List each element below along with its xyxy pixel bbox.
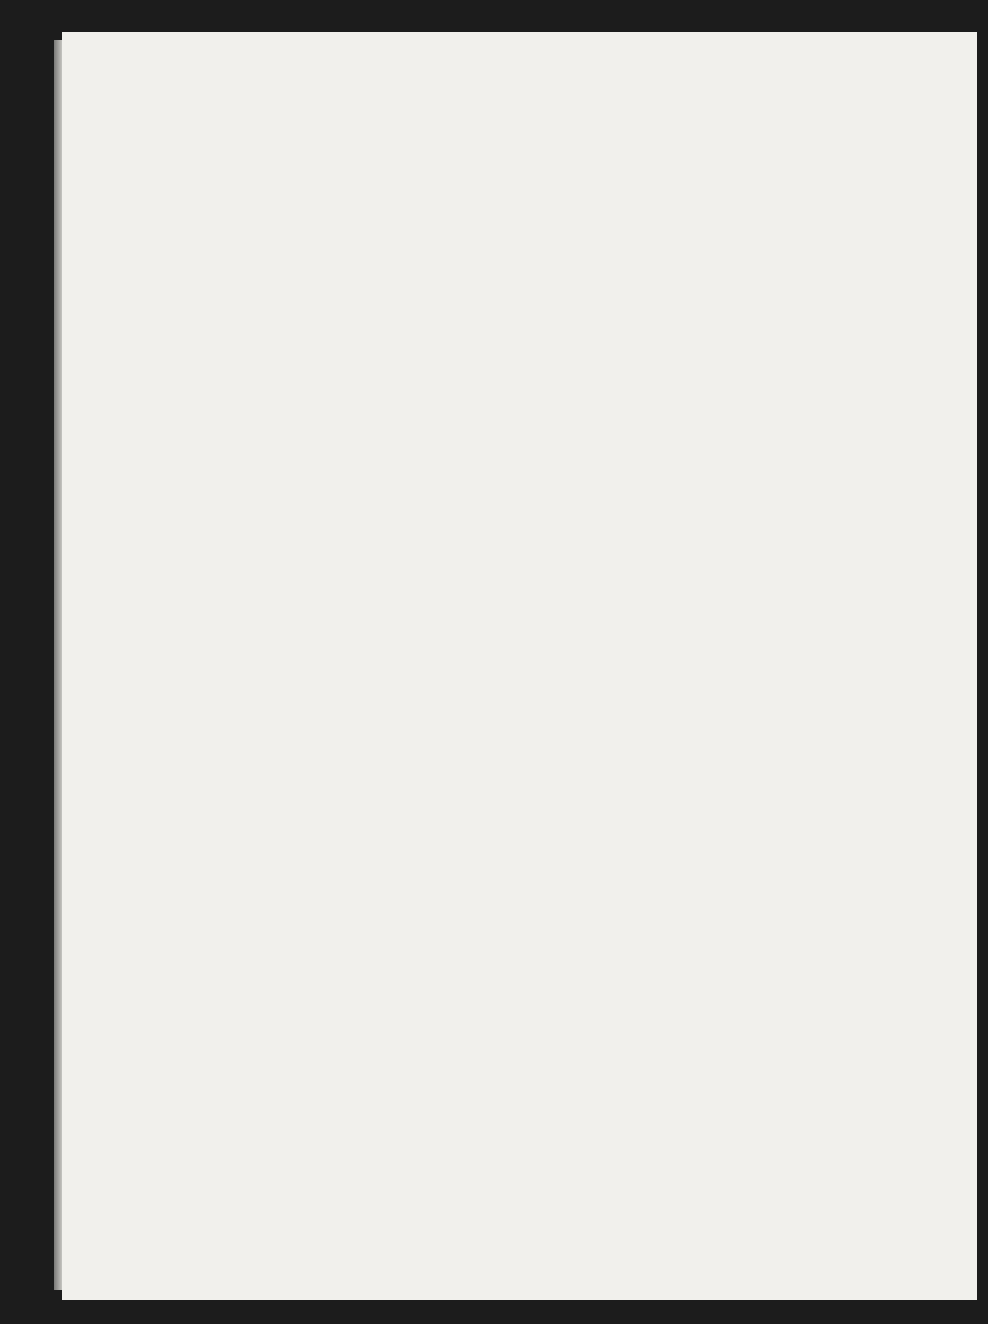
section-separator bbox=[172, 155, 822, 185]
book-page bbox=[62, 32, 977, 1300]
body-text bbox=[172, 141, 822, 187]
running-head bbox=[171, 106, 821, 128]
